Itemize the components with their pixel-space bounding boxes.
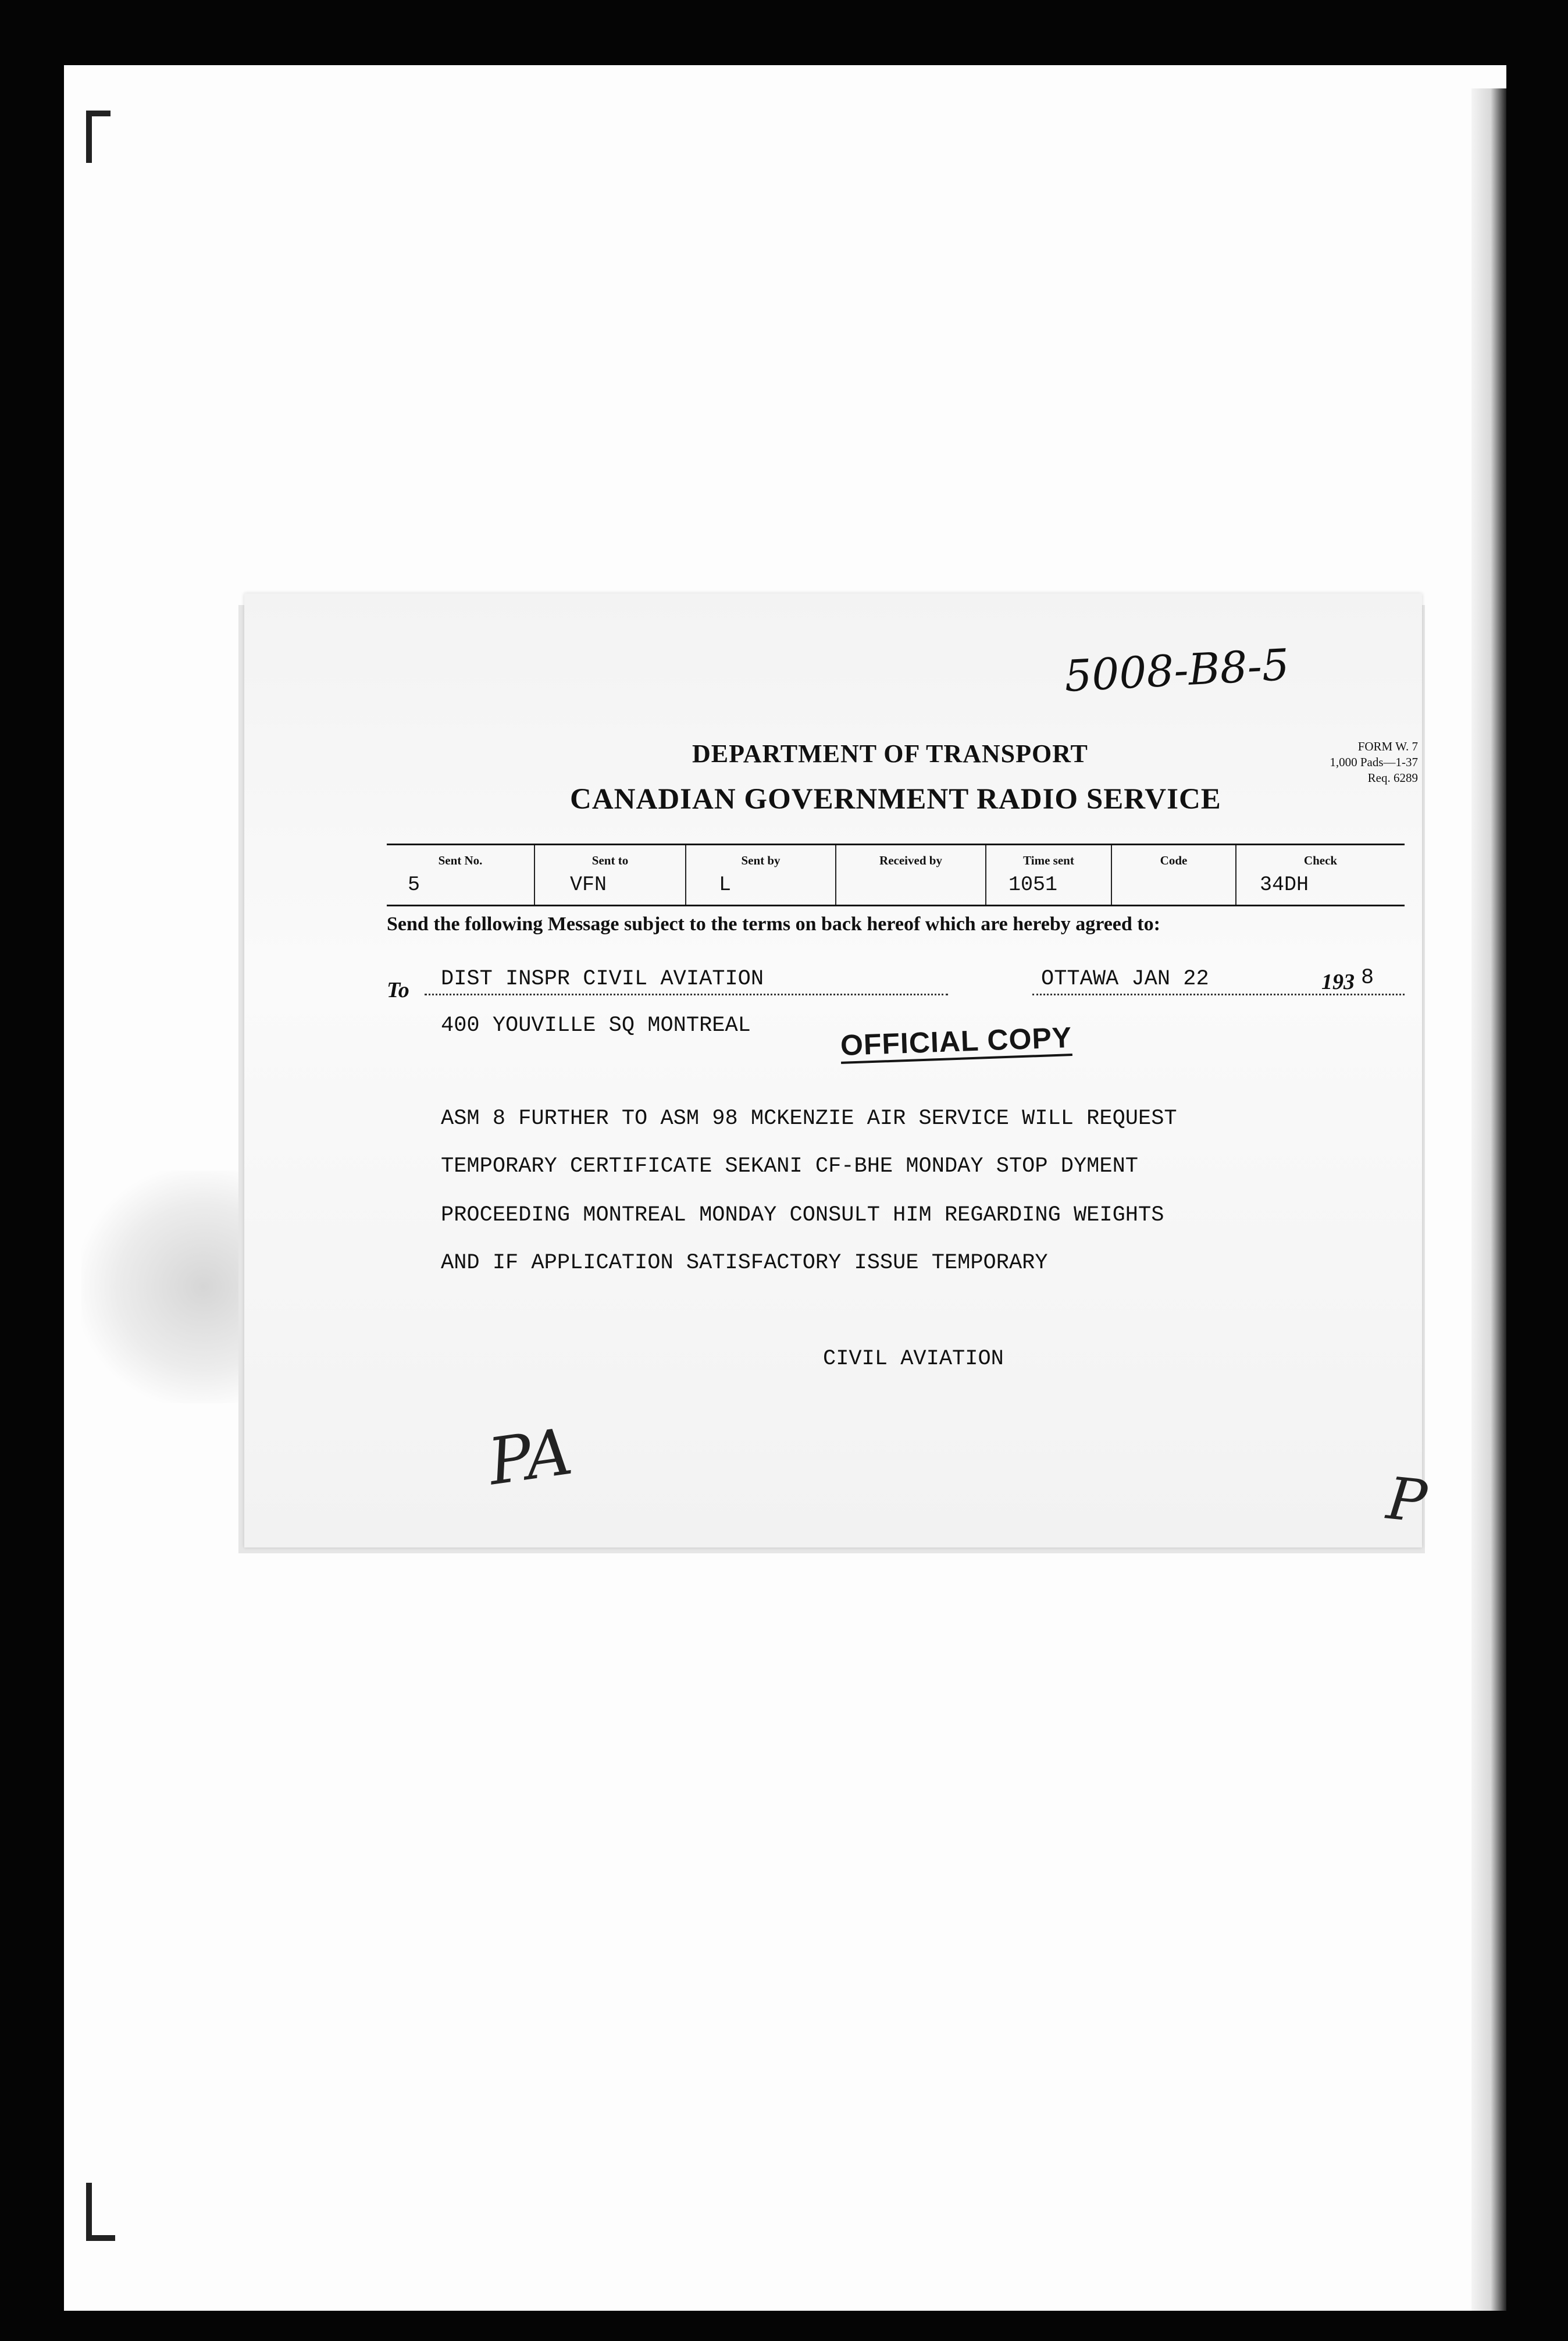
value-sent-by: L (719, 873, 732, 896)
handwritten-initials-left: PA (483, 1414, 577, 1500)
page-edge-shadow (1471, 88, 1506, 2311)
form-requisition: Req. 6289 (1367, 771, 1418, 785)
message-line-4: AND IF APPLICATION SATISFACTORY ISSUE TEMPORARY (441, 1251, 1048, 1275)
cell-code (1112, 845, 1236, 905)
transmission-grid (387, 844, 1405, 906)
signature: CIVIL AVIATION (823, 1347, 1004, 1371)
recipient-rule (425, 994, 948, 995)
terms-instruction: Send the following Message subject to the terms on back hereof which are hereby agreed to: (387, 913, 1160, 935)
crop-mark-bottom-left (86, 2183, 92, 2241)
value-time-sent: 1051 (1008, 873, 1058, 896)
telegram-form (244, 593, 1422, 1547)
form-reference (1296, 739, 1418, 786)
department-heading: DEPARTMENT OF TRANSPORT (692, 739, 1088, 768)
header-sent-no: Sent No. (438, 853, 483, 867)
value-check: 34DH (1260, 873, 1309, 896)
service-heading: CANADIAN GOVERNMENT RADIO SERVICE (570, 783, 1221, 816)
header-check: Check (1303, 853, 1338, 867)
cell-received-by (836, 845, 986, 905)
handwritten-initial-right: P (1384, 1464, 1430, 1536)
cell-sent-no (387, 845, 535, 905)
value-sent-no: 5 (408, 873, 420, 896)
to-label: To (387, 978, 409, 1002)
message-line-2: TEMPORARY CERTIFICATE SEKANI CF-BHE MONDAY STOP DYMENT (441, 1154, 1138, 1179)
crop-mark-top-left (86, 111, 92, 163)
crop-mark-bottom-left-h (86, 2235, 115, 2241)
origin-date: OTTAWA JAN 22 (1041, 967, 1209, 991)
crop-mark-top-left-h (86, 111, 111, 116)
header-code: Code (1160, 853, 1188, 867)
form-pads: 1,000 Pads—1-37 (1330, 755, 1418, 769)
recipient: DIST INSPR CIVIL AVIATION (441, 967, 764, 991)
cell-check (1236, 845, 1405, 905)
file-number-stamp: 5008-B8-5 (1063, 639, 1291, 702)
message-line-3: PROCEEDING MONTREAL MONDAY CONSULT HIM REGARDING WEIGHTS (441, 1203, 1164, 1228)
value-sent-to: VFN (570, 873, 607, 896)
year-suffix: 8 (1361, 966, 1374, 990)
message-line-1: ASM 8 FURTHER TO ASM 98 MCKENZIE AIR SERVICE WILL REQUEST (441, 1107, 1177, 1131)
form-number: FORM W. 7 (1357, 739, 1418, 753)
official-copy-stamp: OFFICIAL COPY (840, 1021, 1072, 1064)
header-time-sent: Time sent (1023, 853, 1074, 867)
recipient-address: 400 YOUVILLE SQ MONTREAL (441, 1013, 751, 1038)
year-prefix: 193 (1321, 970, 1355, 994)
cell-sent-by (686, 845, 836, 905)
cell-time-sent (986, 845, 1112, 905)
header-received-by: Received by (879, 853, 942, 867)
cell-sent-to (535, 845, 686, 905)
header-sent-by: Sent by (741, 853, 781, 867)
header-sent-to: Sent to (591, 853, 629, 867)
